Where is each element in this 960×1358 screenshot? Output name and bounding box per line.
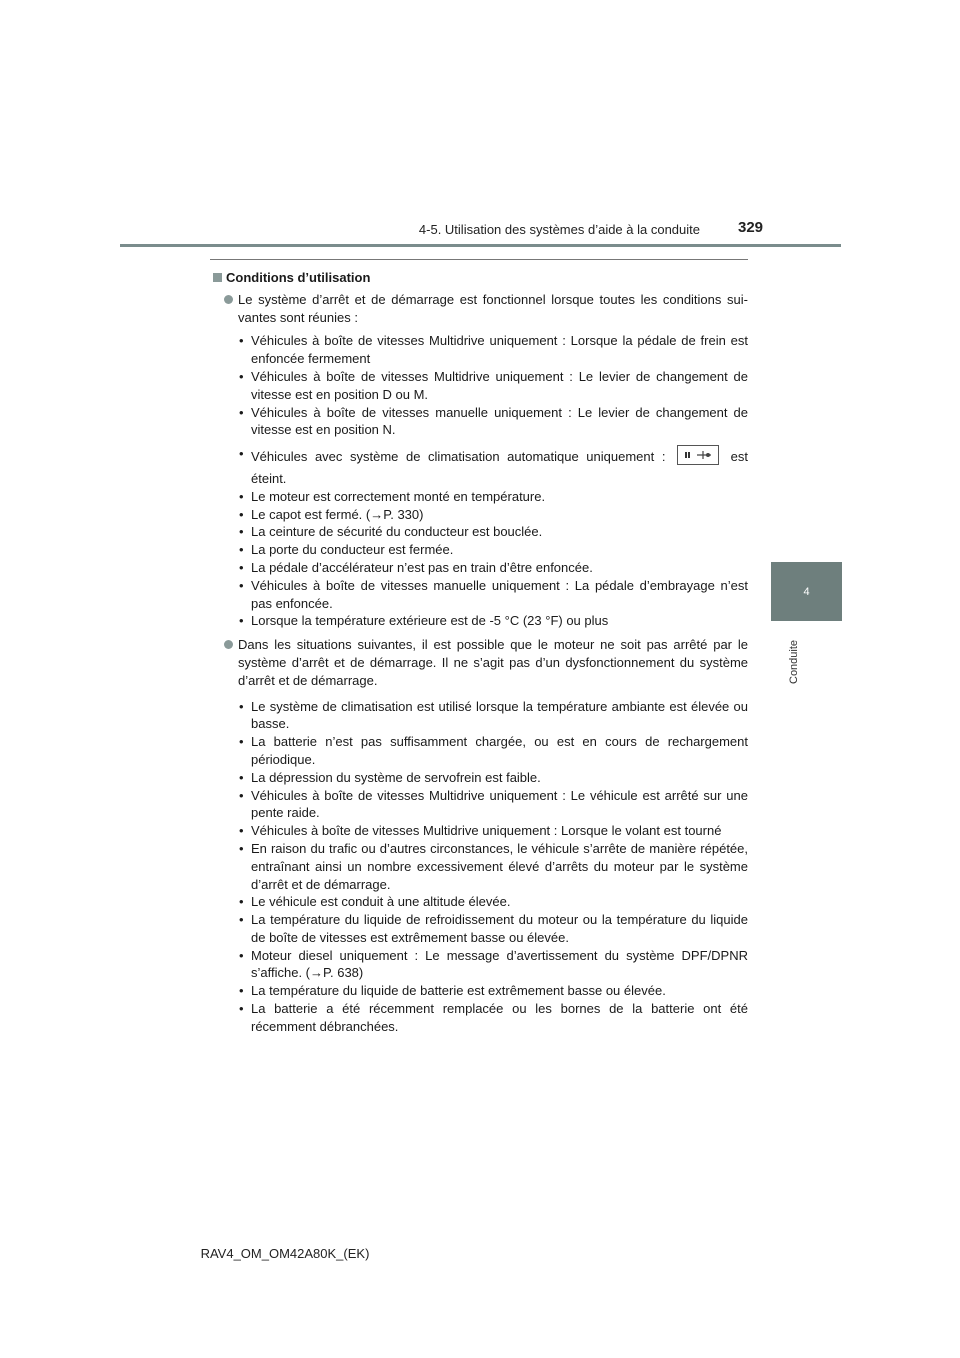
chapter-tab <box>771 562 842 621</box>
list-item: • La dépression du système de servofrein est faible. <box>239 769 541 785</box>
paragraph-text: Dans les situations suivantes, il est possible que le moteur ne soit pas arrêté par le système d’arrêt et de démarrage. Il ne s’agit pas d’un dysfonctionnement du système d’arrêt et de démarrage. <box>238 637 748 688</box>
list-item-text: Le véhicule est conduit à une altitude élevée. <box>251 894 511 910</box>
list-item: • Véhicules à boîte de vitesses Multidrive uniquement : Lorsque la pédale de frein est enfoncée fermement <box>239 333 748 367</box>
list-item: • Moteur diesel uniquement : Le message d’avertissement du système DPF/DPNR s’affiche. (→P. 638) <box>239 947 748 981</box>
section-title: 4-5. Utilisation des systèmes d’aide à la conduite <box>418 222 700 237</box>
situation-list <box>210 698 748 1036</box>
list-item-text: La batterie n’est pas suffisamment chargée, ou est en cours de rechargement périodique. <box>251 734 748 767</box>
list-item-text: Véhicules à boîte de vitesses Multidrive uniquement : Le levier de changement de vitesse est en position D ou M. <box>251 368 748 402</box>
list-item: • La pédale d’accélérateur n’est pas en train d’être enfoncée. <box>239 559 593 575</box>
square-bullet-icon <box>213 273 222 282</box>
document-code: RAV4_OM_OM42A80K_(EK) <box>200 1246 370 1261</box>
list-item: • La température du liquide de batterie est extrêmement basse ou élevée. <box>239 983 666 999</box>
list-item: • En raison du trafic ou d’autres circonstances, le véhicule s’arrête de manière répétée, entraînant ainsi un nombre excessivement élevé d’arrêts du moteur par le système d’arrêt et de démarrage. <box>239 840 748 892</box>
list-item-text: Véhicules à boîte de vitesses Multidrive uniquement : Lorsque la pédale de frein est enfoncée fermement <box>251 333 748 367</box>
list-item: • La batterie a été récemment remplacée ou les bornes de la batterie ont été récemment débranchées. <box>239 1001 748 1034</box>
condition-list <box>210 332 748 630</box>
list-item: • Le système de climatisation est utilisé lorsque la température ambiante est élevée ou basse. <box>239 698 748 732</box>
list-item: • Le moteur est correctement monté en température. <box>239 488 546 504</box>
list-item-text: La dépression du système de servofrein est faible. <box>251 769 541 785</box>
section-heading-text: Conditions d’utilisation <box>226 270 371 285</box>
main-content <box>210 259 748 1042</box>
header-rule <box>120 244 841 247</box>
section-heading <box>210 269 748 287</box>
list-item-text: Véhicules à boîte de vitesses manuelle uniquement : Le levier de changement de vitesse est en position N. <box>251 404 748 438</box>
chapter-label-container <box>784 628 804 688</box>
list-item: • Véhicules à boîte de vitesses Multidrive uniquement : Lorsque le volant est tourné <box>239 823 722 839</box>
list-item: • Véhicules à boîte de vitesses manuelle uniquement : Le levier de changement de vitesse est en position N. <box>239 404 748 438</box>
list-item: • La température du liquide de refroidissement du moteur ou la température du liquide de boîte de vitesses est extrêmement basse ou élevée. <box>239 912 748 945</box>
list-item-text: Le système de climatisation est utilisé lorsque la température ambiante est élevée ou basse. <box>251 698 748 732</box>
circle-bullet-icon <box>224 295 233 304</box>
list-item-text: Le moteur est correctement monté en température. <box>251 488 546 504</box>
list-item-with-icon: • Véhicules avec système de climatisation automatique uniquement : est éteint. <box>239 446 748 486</box>
list-item: • Le capot est fermé. (→P. 330) <box>239 506 424 522</box>
condition-paragraph <box>210 291 748 327</box>
chapter-label: Conduite <box>788 639 800 684</box>
list-item: • Lorsque la température extérieure est de -5 °C (23 °F) ou plus <box>239 613 609 629</box>
list-item-text: En raison du trafic ou d’autres circonstances, le véhicule s’arrête de manière répétée, entraînant ainsi un nombre excessivement élevé d’arrêts du moteur par le système d’arrêt et de démarrage. <box>251 840 748 892</box>
list-item-text: Le capot est fermé. (→P. 330) <box>251 506 424 522</box>
circle-bullet-icon <box>224 640 233 649</box>
list-item: • Le véhicule est conduit à une altitude élevée. <box>239 894 511 910</box>
paragraph-text: Le système d’arrêt et de démarrage est fonctionnel lorsque toutes les conditions sui-vantes sont réunies : <box>238 291 748 325</box>
list-item-text: La porte du conducteur est fermée. <box>251 542 454 558</box>
list-item: • La batterie n’est pas suffisamment chargée, ou est en cours de rechargement périodique. <box>239 734 748 767</box>
list-item-text: La pédale d’accélérateur n’est pas en train d’être enfoncée. <box>251 559 593 575</box>
chapter-number: 4 <box>803 585 810 598</box>
list-item-text: Véhicules à boîte de vitesses Multidrive uniquement : Le véhicule est arrêté sur une pente raide. <box>251 787 748 821</box>
list-item: • La porte du conducteur est fermée. <box>239 542 454 558</box>
list-item-text: La température du liquide de refroidissement du moteur ou la température du liquide de boîte de vitesses est extrêmement basse ou élevée. <box>251 912 748 945</box>
list-item-text: La batterie a été récemment remplacée ou les bornes de la batterie ont été récemment débranchées. <box>251 1001 748 1034</box>
list-item-text: Véhicules à boîte de vitesses Multidrive uniquement : Lorsque le volant est tourné <box>251 823 722 839</box>
list-item: • Véhicules à boîte de vitesses Multidrive uniquement : Le véhicule est arrêté sur une pente raide. <box>239 787 748 821</box>
list-item: • Véhicules à boîte de vitesses Multidrive uniquement : Le levier de changement de vitesse est en position D ou M. <box>239 368 748 402</box>
list-item-text: Véhicules à boîte de vitesses manuelle uniquement : La pédale d’embrayage n’est pas enfoncée. <box>251 577 748 611</box>
list-item-text: est éteint. <box>251 449 748 486</box>
list-item-text: Véhicules avec système de climatisation automatique uniquement : <box>251 449 666 465</box>
page-number: 329 <box>738 219 764 236</box>
list-item: • Véhicules à boîte de vitesses manuelle uniquement : La pédale d’embrayage n’est pas enfoncée. <box>239 577 748 611</box>
list-item-text: Moteur diesel uniquement : Le message d’avertissement du système DPF/DPNR s’affiche. (→P. 638) <box>251 947 748 981</box>
list-item-text: La température du liquide de batterie est extrêmement basse ou élevée. <box>251 983 666 999</box>
climate-button-icon <box>677 445 719 470</box>
list-item-text: Lorsque la température extérieure est de -5 °C (23 °F) ou plus <box>251 613 609 629</box>
condition-paragraph <box>210 636 748 689</box>
list-item-text: La ceinture de sécurité du conducteur est bouclée. <box>251 524 543 540</box>
list-item: • La ceinture de sécurité du conducteur est bouclée. <box>239 524 543 540</box>
section-rule <box>210 259 748 260</box>
